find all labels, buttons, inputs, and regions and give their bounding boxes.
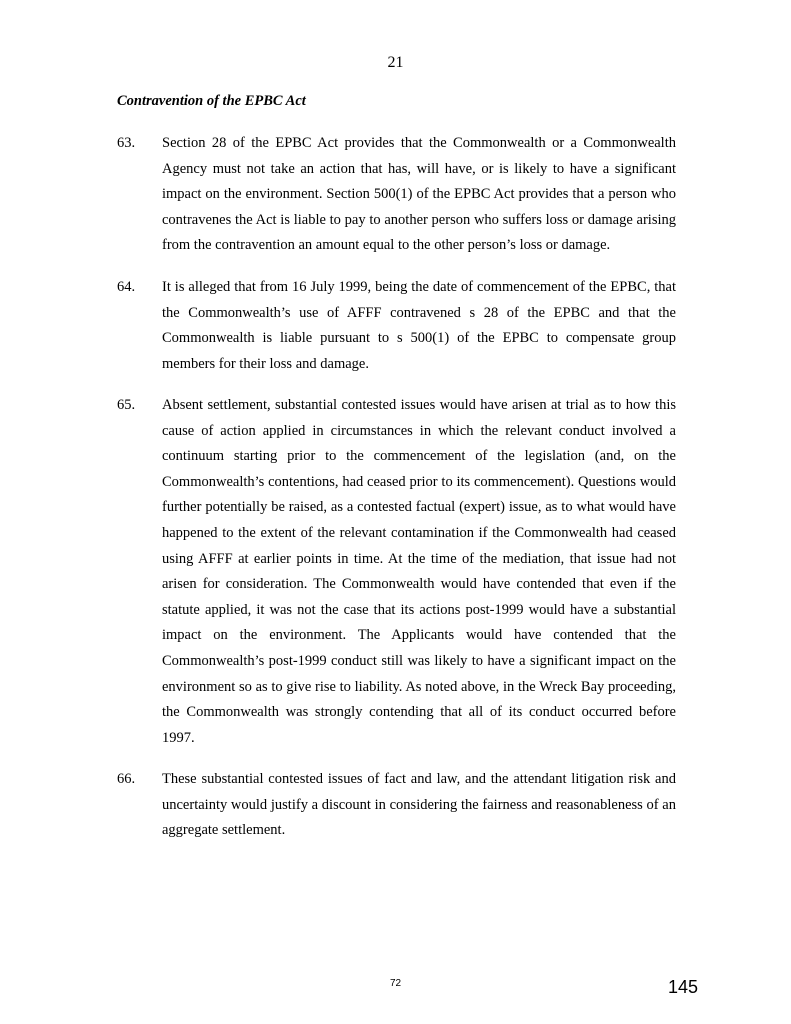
paragraph-number: 63. [117, 135, 136, 151]
paragraph-number: 66. [117, 771, 136, 787]
paragraph-63 [117, 131, 676, 259]
section-heading: Contravention of the EPBC Act [117, 93, 306, 109]
footer-page-number: 72 [389, 978, 402, 989]
paragraph-66 [117, 767, 676, 844]
footer-bundle-number: 145 [668, 977, 699, 997]
paragraph-number: 65. [117, 397, 136, 413]
paragraph-text: Absent settlement, substantial contested issues would have arisen at trial as to how this cause of action applied in circumstances in which the relevant conduct involved a continuum starting prior to the commencement of the legislation (and, on the Commonwealth’s contentions, had ceased prior to its commencement). Questions would further potentially be raised, as a contested factual (expert) issue, as to what would have happened to the extent of the relevant contamination if the Commonwealth had ceased using AFFF at earlier points in time. At the time of the mediation, that issue had not arisen for consideration. The Commonwealth would have contended that even if the statute applied, it was not the case that its actions post-1999 would have a substantial impact on the environment. The Applicants would have contended that the Commonwealth’s post-1999 conduct still was likely to have a significant impact on the environment so as to give rise to liability. As noted above, in the Wreck Bay proceeding, the Commonwealth was strongly contending that all of its conduct occurred before 1997. [162, 397, 676, 746]
paragraph-text: Section 28 of the EPBC Act provides that the Commonwealth or a Commonwealth Agency must not take an action that has, will have, or is likely to have a significant impact on the environment. Section 500(1) of the EPBC Act provides that a person who contravenes the Act is liable to pay to another person who suffers loss or damage arising from the contravention an amount equal to the other person’s loss or damage. [162, 135, 676, 254]
paragraph-65 [117, 393, 676, 751]
paragraph-number: 64. [117, 279, 136, 295]
paragraph-text: These substantial contested issues of fact and law, and the attendant litigation risk and uncertainty would justify a discount in considering the fairness and reasonableness of an aggregate settlement. [162, 771, 676, 839]
paragraph-text: It is alleged that from 16 July 1999, being the date of commencement of the EPBC, that the Commonwealth’s use of AFFF contravened s 28 of the EPBC and that the Commonwealth is liable pursuant to s 500(1) of the EPBC to compensate group members for their loss and damage. [162, 279, 676, 372]
paragraph-64 [117, 275, 676, 377]
page-number-top: 21 [387, 54, 404, 71]
